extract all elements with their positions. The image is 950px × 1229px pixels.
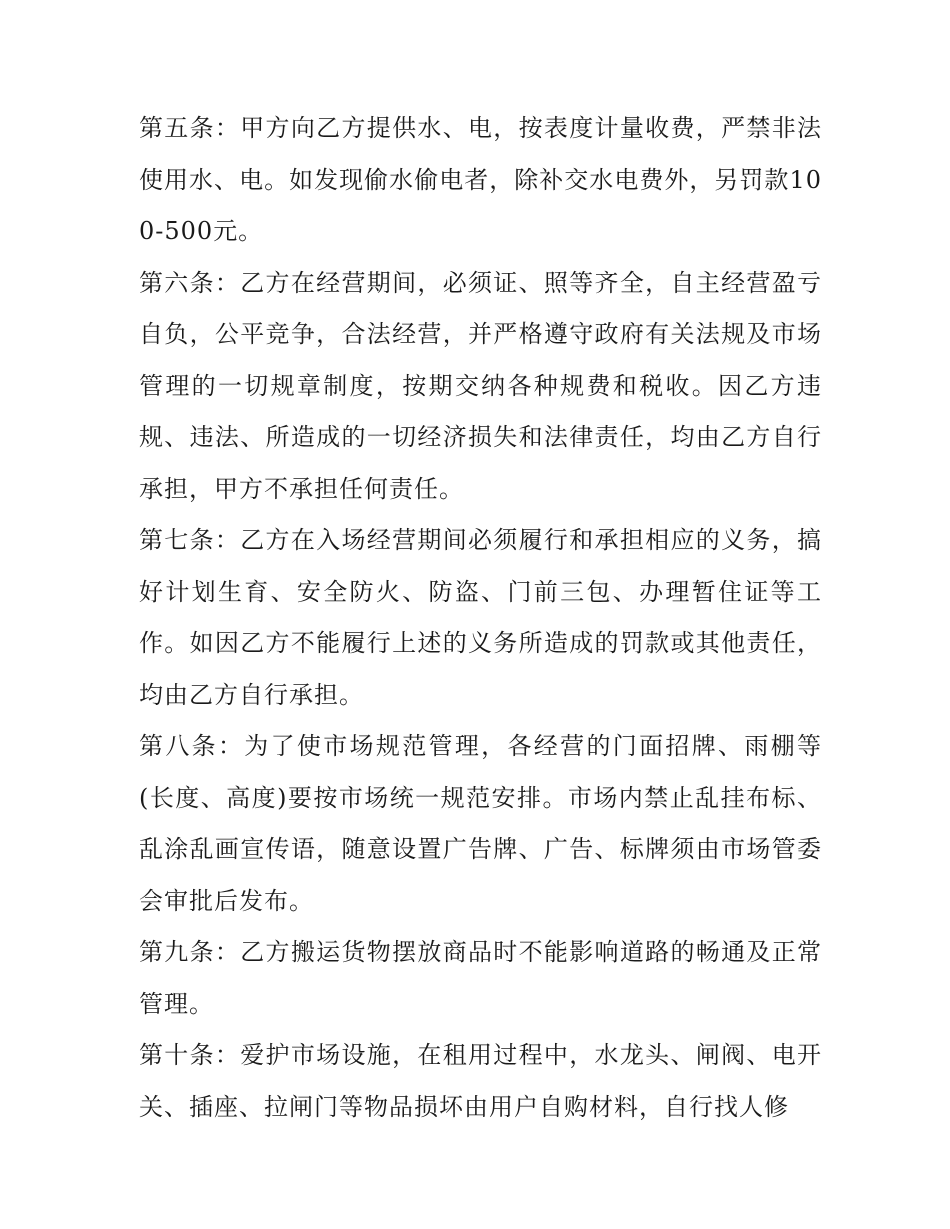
clause-label: 第十条： (139, 1041, 241, 1069)
clause-text: 爱护市场设施，在租用过程中，水龙头、闸阀、电开关、插座、拉闸门等物品损坏由用户自购材料，自行找人修 (139, 1041, 823, 1121)
clause-text: 为了使市场规范管理，各经营的门面招牌、雨棚等(长度、高度)要按市场统一规范安排。市场内禁止乱挂布标、乱涂乱画宣传语，随意设置广告牌、广告、标牌须由市场管委会审批后发布。 (139, 732, 822, 915)
clause-6 (139, 258, 822, 516)
clause-9 (139, 927, 822, 1030)
clause-5 (139, 103, 822, 258)
clause-text: 乙方搬运货物摆放商品时不能影响道路的畅通及正常管理。 (139, 938, 823, 1018)
clause-text: 乙方在入场经营期间必须履行和承担相应的义务，搞好计划生育、安全防火、防盗、门前三包、办理暂住证等工作。如因乙方不能履行上述的义务所造成的罚款或其他责任，均由乙方自行承担。 (139, 526, 823, 709)
clause-label: 第六条： (139, 268, 241, 297)
clause-text: 甲方向乙方提供水、电，按表度计量收费，严禁非法使用水、电。如发现偷水偷电者，除补交水电费外，另罚款100-500元。 (139, 114, 823, 245)
clause-label: 第五条： (139, 114, 241, 142)
clause-text: 乙方在经营期间，必须证、照等齐全，自主经营盈亏自负，公平竞争，合法经营，并严格遵守政府有关法规及市场管理的一切规章制度，按期交纳各种规费和税收。因乙方违规、违法、所造成的一切经济损失和法律责任，均由乙方自行承担，甲方不承担任何责任。 (139, 268, 823, 503)
clause-label: 第九条： (139, 938, 241, 966)
clause-8 (139, 721, 822, 927)
clause-10 (139, 1030, 822, 1133)
clause-label: 第八条： (139, 732, 245, 760)
clause-label: 第七条： (139, 526, 241, 554)
clause-7 (139, 515, 822, 721)
